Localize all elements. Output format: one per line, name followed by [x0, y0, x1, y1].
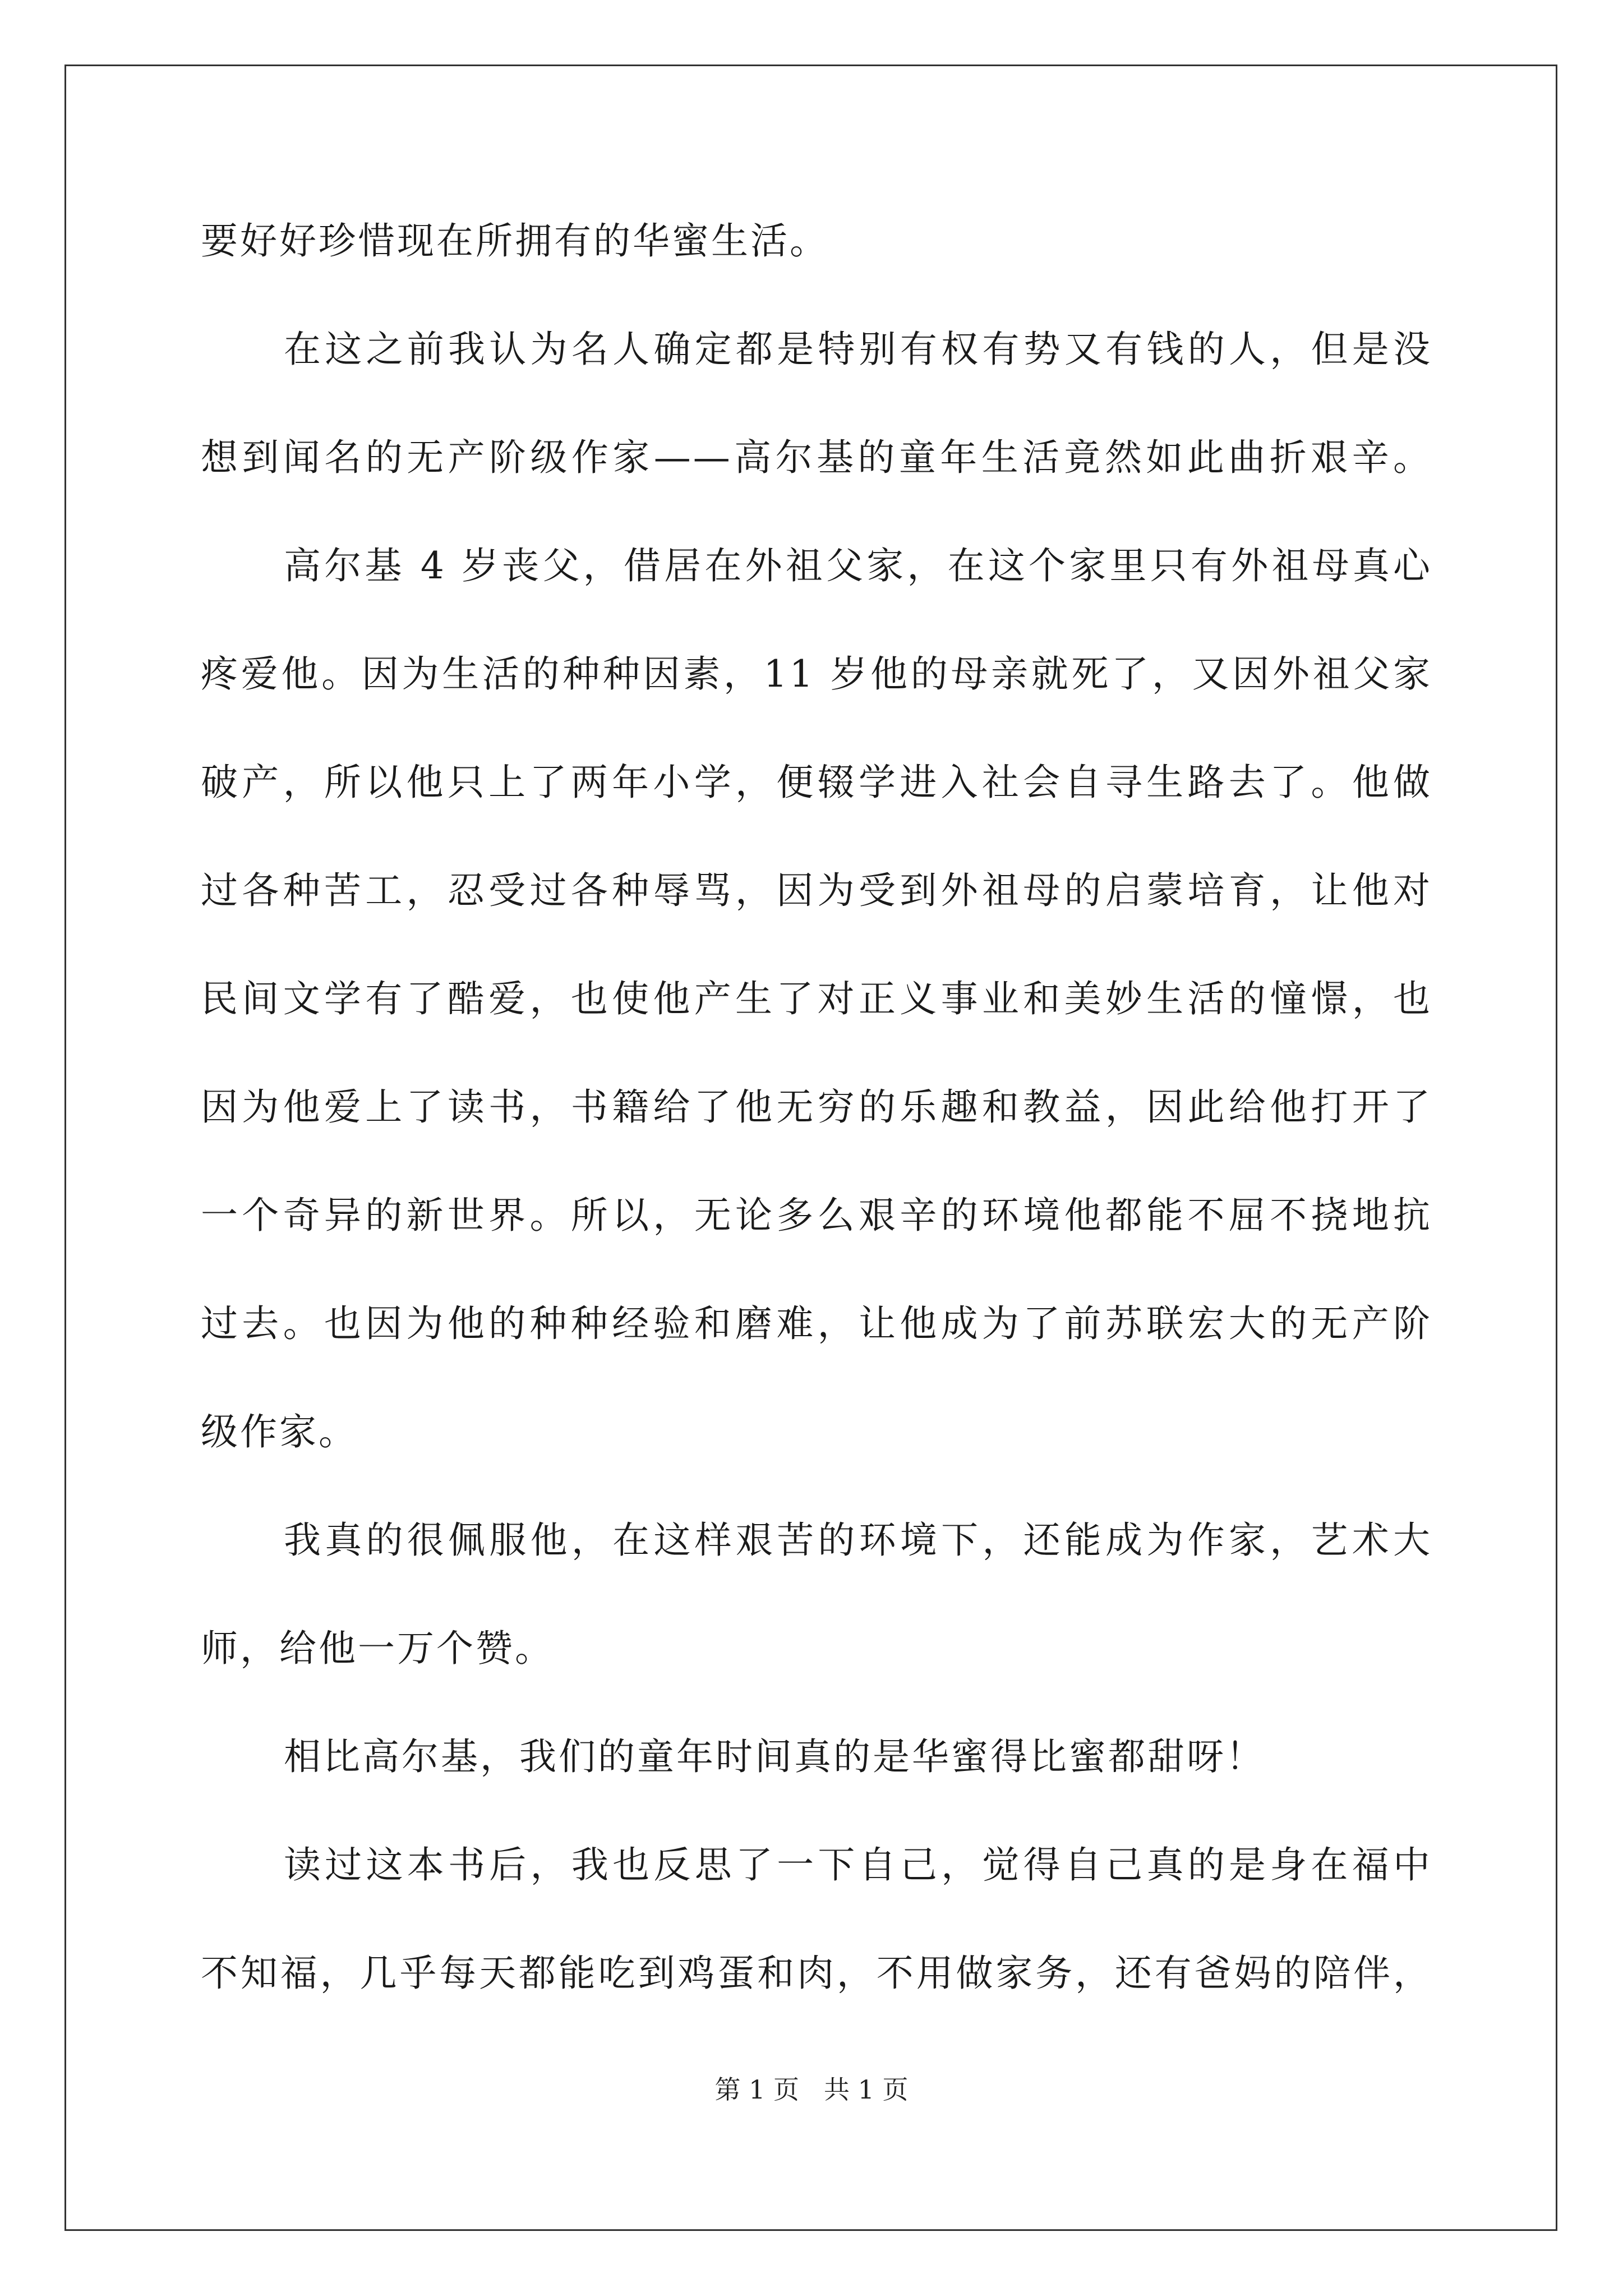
- text-line: 读过这本书后，我也反思了一下自己，觉得自己真的是身在福中: [284, 1843, 1432, 1887]
- page-total: 共 1 页: [824, 2074, 909, 2105]
- text-line: 级作家。: [201, 1410, 358, 1453]
- text-line: 我真的很佩服他，在这样艰苦的环境下，还能成为作家，艺术大: [284, 1519, 1432, 1562]
- text-line: 要好好珍惜现在所拥有的华蜜生活。: [201, 219, 829, 263]
- text-line: 破产，所以他只上了两年小学，便辍学进入社会自寻生路去了。他做: [201, 761, 1432, 804]
- text-line: 疼爱他。因为生活的种种因素，11 岁他的母亲就死了，又因外祖父家: [201, 652, 1432, 696]
- text-line: 民间文学有了酷爱，也使他产生了对正义事业和美妙生活的憧憬，也: [201, 977, 1432, 1020]
- text-line: 在这之前我认为名人确定都是特别有权有势又有钱的人，但是没: [284, 328, 1432, 371]
- text-line: 相比高尔基，我们的童年时间真的是华蜜得比蜜都甜呀！: [284, 1735, 1265, 1778]
- text-line: 过各种苦工，忍受过各种辱骂，因为受到外祖母的启蒙培育，让他对: [201, 869, 1432, 912]
- text-line: 不知福，几乎每天都能吃到鸡蛋和肉，不用做家务，还有爸妈的陪伴，: [201, 1952, 1432, 1995]
- page-footer: [0, 2073, 1623, 2106]
- text-line: 一个奇异的新世界。所以，无论多么艰辛的环境他都能不屈不挠地抗: [201, 1194, 1432, 1237]
- document-body: [201, 208, 1432, 2048]
- text-line: 高尔基 4 岁丧父，借居在外祖父家，在这个家里只有外祖母真心: [284, 544, 1432, 587]
- text-line: 过去。也因为他的种种经验和磨难，让他成为了前苏联宏大的无产阶: [201, 1302, 1432, 1345]
- text-line: 师，给他一万个赞。: [201, 1627, 554, 1670]
- text-line: 因为他爱上了读书，书籍给了他无穷的乐趣和教益，因此给他打开了: [201, 1085, 1432, 1129]
- page-number: 第 1 页: [714, 2074, 799, 2105]
- text-line: 想到闻名的无产阶级作家——高尔基的童年生活竟然如此曲折艰辛。: [201, 436, 1432, 479]
